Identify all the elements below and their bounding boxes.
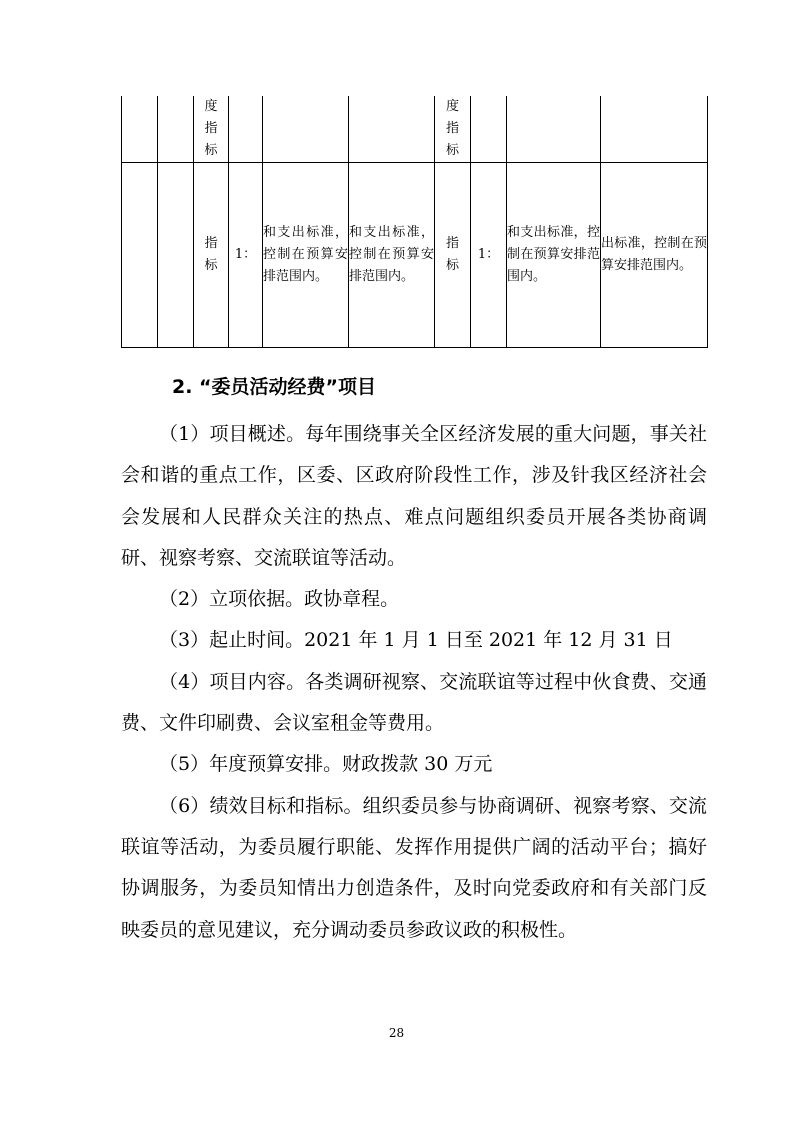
table-cell — [122, 96, 158, 163]
table-cell — [349, 96, 435, 163]
paragraph: （6）绩效目标和指标。组织委员参与协商调研、视察考察、交流联谊等活动，为委员履行职能、发挥作用提供广阔的活动平台；搞好协调服务，为委员知情出力创造条件，及时向党委政府和有关部门反映委员的意见建议，充分调动委员参政议政的积极性。 — [121, 794, 707, 941]
paragraph: （4）项目内容。各类调研视察、交流联谊等过程中伙食费、交通费、文件印刷费、会议室租金等费用。 — [121, 670, 707, 735]
table-cell-text: 和支出标准，控制在预算安排范围内。 — [349, 163, 435, 348]
cell-char: 指 — [445, 121, 459, 136]
section-body — [121, 414, 707, 951]
section-heading: 2. “委员活动经费”项目 — [172, 376, 377, 398]
cell-char: 标 — [204, 258, 218, 273]
table-cell — [471, 96, 507, 163]
paragraph: （3）起止时间。2021 年 1 月 1 日至 2021 年 12 月 31 日 — [159, 629, 673, 652]
table-cell — [158, 96, 194, 163]
table-cell — [601, 96, 708, 163]
table-cell-text: 和支出标准，控制在预算安排范围内。 — [263, 163, 349, 348]
cell-char: 标 — [445, 258, 459, 273]
table-cell — [435, 163, 471, 348]
table-cell-text: 和支出标准，控制在预算安排范围内。 — [507, 163, 601, 348]
table-cell — [122, 163, 158, 348]
cell-char: 指 — [445, 236, 459, 251]
cell-char: 标 — [204, 143, 218, 158]
page-number: 28 — [388, 1026, 405, 1040]
cell-char: 标 — [445, 143, 459, 158]
table-cell — [194, 163, 229, 348]
table-row — [122, 96, 708, 163]
table-cell — [194, 96, 229, 163]
table-cell-text: 出标准，控制在预算安排范围内。 — [601, 163, 708, 348]
table-cell — [263, 96, 349, 163]
table-row — [122, 163, 708, 348]
paragraph: （1）项目概述。每年围绕事关全区经济发展的重大问题，事关社会和谐的重点工作，区委、区政府阶段性工作，涉及针我区经济社会会发展和人民群众关注的热点、难点问题组织委员开展各类协商调研、视察考察、交流联谊等活动。 — [121, 423, 707, 569]
cell-char: 指 — [204, 121, 218, 136]
cell-char: 度 — [445, 99, 459, 114]
table-cell — [158, 163, 194, 348]
cell-char: 度 — [204, 99, 218, 114]
indicator-table — [121, 96, 708, 348]
paragraph: （5）年度预算安排。财政拨款 30 万元 — [159, 753, 493, 776]
table-cell — [435, 96, 471, 163]
cell-char: 指 — [204, 236, 218, 251]
paragraph: （2）立项依据。政协章程。 — [159, 588, 400, 611]
table-cell — [229, 96, 263, 163]
table-cell-number: 1： — [471, 163, 507, 348]
table-cell — [507, 96, 601, 163]
table-cell-number: 1： — [229, 163, 263, 348]
